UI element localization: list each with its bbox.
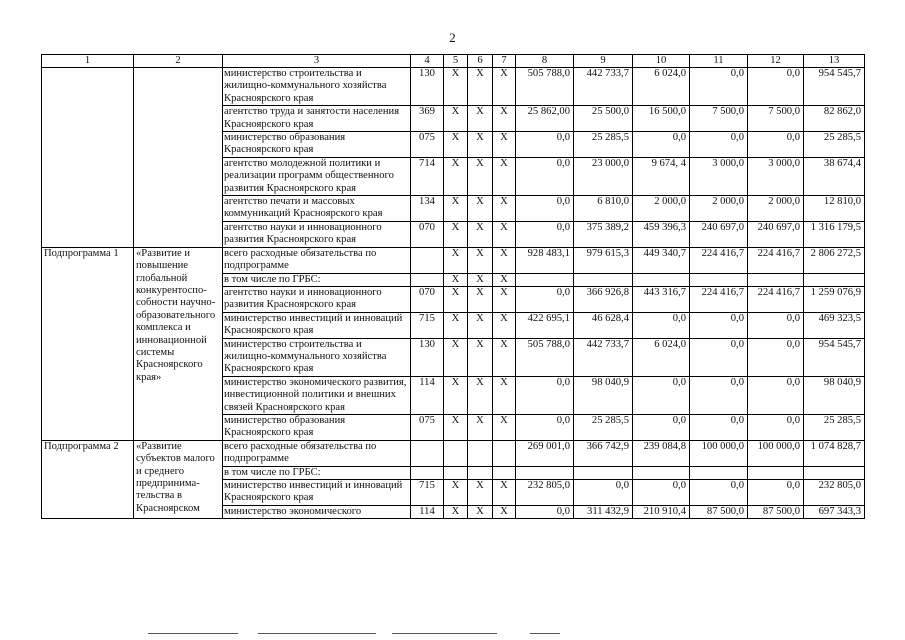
footer-rule-2 [258,633,376,634]
amount-cell: 979 615,3 [574,247,633,273]
amount-cell: 25 285,5 [574,414,633,440]
amount-cell: 0,0 [633,480,690,506]
subprogram-name-cell: «Развитие субъектов малого и среднего предпринима-тельства в Красноярском [134,440,223,518]
amount-cell [690,466,748,479]
table-row [42,68,865,106]
subprogram-label-cell: Подпрограмма 2 [42,440,134,518]
amount-cell: 3 000,0 [690,157,748,195]
x-cell [493,466,516,479]
grbs-name-cell: министерство инвестиций и инноваций Красноярского края [223,312,411,338]
amount-cell: 0,0 [690,312,748,338]
header-cell: 6 [468,55,493,68]
x-cell: Х [468,376,493,414]
amount-cell: 25 500,0 [574,106,633,132]
amount-cell: 0,0 [633,132,690,158]
amount-cell [690,273,748,286]
amount-cell: 224 416,7 [690,286,748,312]
x-cell [468,466,493,479]
amount-cell [804,273,865,286]
table-row [42,440,865,466]
amount-cell: 0,0 [516,286,574,312]
subprogram-name-cell: «Развитие и повышение глобальной конкурентоспо-собности научно-образовательного комплекса и инновационной системы Красноярского края» [134,247,223,440]
amount-cell: 311 432,9 [574,505,633,518]
header-cell: 7 [493,55,516,68]
x-cell: Х [444,273,468,286]
amount-cell: 422 695,1 [516,312,574,338]
amount-cell: 1 074 828,7 [804,440,865,466]
amount-cell: 100 000,0 [690,440,748,466]
amount-cell: 0,0 [516,414,574,440]
x-cell: Х [444,338,468,376]
x-cell: Х [493,247,516,273]
x-cell: Х [444,414,468,440]
amount-cell: 459 396,3 [633,221,690,247]
grbs-name-cell: агентство молодежной политики и реализации программ общественного развития Красноярского края [223,157,411,195]
grbs-name-cell: агентство науки и инновационного развития Красноярского края [223,286,411,312]
grbs-name-cell: министерство образования Красноярского края [223,414,411,440]
amount-cell: 239 084,8 [633,440,690,466]
x-cell: Х [468,106,493,132]
x-cell: Х [493,106,516,132]
amount-cell: 0,0 [516,221,574,247]
amount-cell [804,466,865,479]
amount-cell: 2 806 272,5 [804,247,865,273]
amount-cell: 25 285,5 [574,132,633,158]
amount-cell: 1 316 179,5 [804,221,865,247]
amount-cell [748,466,804,479]
amount-cell: 232 805,0 [804,480,865,506]
code-cell: 714 [411,157,444,195]
header-cell: 2 [134,55,223,68]
page-number: 2 [449,30,456,45]
x-cell: Х [468,68,493,106]
amount-cell: 87 500,0 [748,505,804,518]
x-cell: Х [468,505,493,518]
x-cell: Х [468,480,493,506]
x-cell: Х [444,480,468,506]
amount-cell: 0,0 [633,376,690,414]
amount-cell: 366 742,9 [574,440,633,466]
amount-cell: 25 862,00 [516,106,574,132]
grbs-name-cell: министерство образования Красноярского края [223,132,411,158]
x-cell: Х [444,312,468,338]
code-cell: 369 [411,106,444,132]
x-cell: Х [493,68,516,106]
x-cell [444,440,468,466]
grbs-name-cell: министерство экономического [223,505,411,518]
header-cell: 12 [748,55,804,68]
amount-cell: 0,0 [690,414,748,440]
amount-cell: 87 500,0 [690,505,748,518]
x-cell: Х [444,221,468,247]
amount-cell: 100 000,0 [748,440,804,466]
amount-cell: 98 040,9 [574,376,633,414]
code-cell: 715 [411,312,444,338]
header-cell: 10 [633,55,690,68]
table-body [42,55,865,519]
amount-cell: 449 340,7 [633,247,690,273]
x-cell: Х [468,157,493,195]
amount-cell: 0,0 [516,505,574,518]
subprogram-label-cell: Подпрограмма 1 [42,247,134,440]
x-cell [468,440,493,466]
code-cell [411,273,444,286]
header-row [42,55,865,68]
x-cell: Х [468,286,493,312]
x-cell [444,466,468,479]
amount-cell: 2 000,0 [633,196,690,222]
x-cell: Х [493,221,516,247]
amount-cell [516,273,574,286]
header-cell: 11 [690,55,748,68]
x-cell: Х [493,312,516,338]
amount-cell: 3 000,0 [748,157,804,195]
amount-cell [574,466,633,479]
x-cell: Х [444,376,468,414]
amount-cell: 0,0 [516,132,574,158]
x-cell: Х [493,132,516,158]
amount-cell: 0,0 [633,414,690,440]
x-cell: Х [493,196,516,222]
amount-cell [633,273,690,286]
amount-cell: 6 024,0 [633,68,690,106]
amount-cell: 0,0 [690,480,748,506]
x-cell: Х [493,273,516,286]
amount-cell: 16 500,0 [633,106,690,132]
amount-cell: 0,0 [690,338,748,376]
code-cell: 134 [411,196,444,222]
x-cell: Х [493,505,516,518]
amount-cell: 224 416,7 [748,247,804,273]
grbs-name-cell: агентство печати и массовых коммуникаций Красноярского края [223,196,411,222]
amount-cell: 442 733,7 [574,68,633,106]
header-cell: 1 [42,55,134,68]
code-cell: 130 [411,338,444,376]
amount-cell: 505 788,0 [516,68,574,106]
x-cell: Х [444,68,468,106]
amount-cell: 7 500,0 [748,106,804,132]
amount-cell: 0,0 [748,376,804,414]
x-cell: Х [444,196,468,222]
amount-cell: 2 000,0 [748,196,804,222]
amount-cell: 46 628,4 [574,312,633,338]
code-cell [411,247,444,273]
amount-cell: 224 416,7 [690,247,748,273]
code-cell: 075 [411,414,444,440]
x-cell: Х [493,338,516,376]
amount-cell: 0,0 [690,68,748,106]
amount-cell: 12 810,0 [804,196,865,222]
amount-cell: 7 500,0 [690,106,748,132]
grbs-name-cell: всего расходные обязательства по подпрограмме [223,440,411,466]
header-cell: 8 [516,55,574,68]
x-cell: Х [444,505,468,518]
amount-cell: 2 000,0 [690,196,748,222]
x-cell: Х [468,414,493,440]
x-cell: Х [468,312,493,338]
grbs-name-cell: агентство труда и занятости населения Красноярского края [223,106,411,132]
amount-cell: 375 389,2 [574,221,633,247]
header-cell: 4 [411,55,444,68]
amount-cell: 224 416,7 [748,286,804,312]
header-cell: 9 [574,55,633,68]
footer-rule-1 [148,633,238,634]
code-cell: 114 [411,505,444,518]
x-cell: Х [468,196,493,222]
amount-cell [516,466,574,479]
header-cell: 3 [223,55,411,68]
amount-cell: 443 316,7 [633,286,690,312]
amount-cell: 0,0 [690,132,748,158]
code-cell: 075 [411,132,444,158]
amount-cell: 210 910,4 [633,505,690,518]
amount-cell: 240 697,0 [690,221,748,247]
x-cell: Х [493,286,516,312]
amount-cell: 0,0 [748,414,804,440]
amount-cell: 0,0 [748,338,804,376]
header-cell: 5 [444,55,468,68]
x-cell: Х [468,247,493,273]
header-cell: 13 [804,55,865,68]
amount-cell: 25 285,5 [804,132,865,158]
x-cell: Х [493,414,516,440]
grbs-name-cell: министерство инвестиций и инноваций Красноярского края [223,480,411,506]
amount-cell: 9 674, 4 [633,157,690,195]
amount-cell: 269 001,0 [516,440,574,466]
amount-cell [633,466,690,479]
amount-cell: 928 483,1 [516,247,574,273]
footer-rule-3 [392,633,497,634]
amount-cell: 954 545,7 [804,338,865,376]
amount-cell: 0,0 [516,196,574,222]
amount-cell: 0,0 [690,376,748,414]
grbs-name-cell: министерство строительства и жилищно-коммунального хозяйства Красноярского края [223,68,411,106]
amount-cell: 0,0 [516,157,574,195]
x-cell: Х [444,132,468,158]
amount-cell: 6 810,0 [574,196,633,222]
code-cell: 715 [411,480,444,506]
amount-cell: 0,0 [516,376,574,414]
x-cell: Х [468,338,493,376]
amount-cell: 0,0 [633,312,690,338]
x-cell [493,440,516,466]
program-label-cell [42,68,134,248]
grbs-name-cell: министерство экономического развития, инвестиционной политики и внешних связей Красноярского края [223,376,411,414]
code-cell: 070 [411,286,444,312]
amount-cell: 232 805,0 [516,480,574,506]
grbs-name-cell: министерство строительства и жилищно-коммунального хозяйства Красноярского края [223,338,411,376]
amount-cell: 0,0 [574,480,633,506]
amount-cell: 697 343,3 [804,505,865,518]
code-cell [411,440,444,466]
amount-cell: 23 000,0 [574,157,633,195]
table-row [42,247,865,273]
amount-cell [574,273,633,286]
x-cell: Х [444,157,468,195]
code-cell [411,466,444,479]
code-cell: 130 [411,68,444,106]
amount-cell: 0,0 [748,312,804,338]
amount-cell: 1 259 076,9 [804,286,865,312]
program-name-cell [134,68,223,248]
code-cell: 114 [411,376,444,414]
amount-cell: 240 697,0 [748,221,804,247]
footer-rule-4 [530,633,560,634]
x-cell: Х [444,247,468,273]
x-cell: Х [444,106,468,132]
amount-cell: 366 926,8 [574,286,633,312]
amount-cell: 505 788,0 [516,338,574,376]
x-cell: Х [493,480,516,506]
grbs-name-cell: всего расходные обязательства по подпрограмме [223,247,411,273]
expenditure-table [41,54,865,519]
grbs-name-cell: агентство науки и инновационного развития Красноярского края [223,221,411,247]
amount-cell: 38 674,4 [804,157,865,195]
amount-cell: 6 024,0 [633,338,690,376]
grbs-name-cell: в том числе по ГРБС: [223,466,411,479]
amount-cell: 0,0 [748,68,804,106]
x-cell: Х [444,286,468,312]
x-cell: Х [468,221,493,247]
x-cell: Х [493,157,516,195]
amount-cell: 954 545,7 [804,68,865,106]
x-cell: Х [493,376,516,414]
amount-cell: 0,0 [748,480,804,506]
code-cell: 070 [411,221,444,247]
amount-cell: 25 285,5 [804,414,865,440]
amount-cell: 0,0 [748,132,804,158]
x-cell: Х [468,132,493,158]
amount-cell [748,273,804,286]
amount-cell: 82 862,0 [804,106,865,132]
x-cell: Х [468,273,493,286]
amount-cell: 469 323,5 [804,312,865,338]
grbs-name-cell: в том числе по ГРБС: [223,273,411,286]
amount-cell: 442 733,7 [574,338,633,376]
amount-cell: 98 040,9 [804,376,865,414]
